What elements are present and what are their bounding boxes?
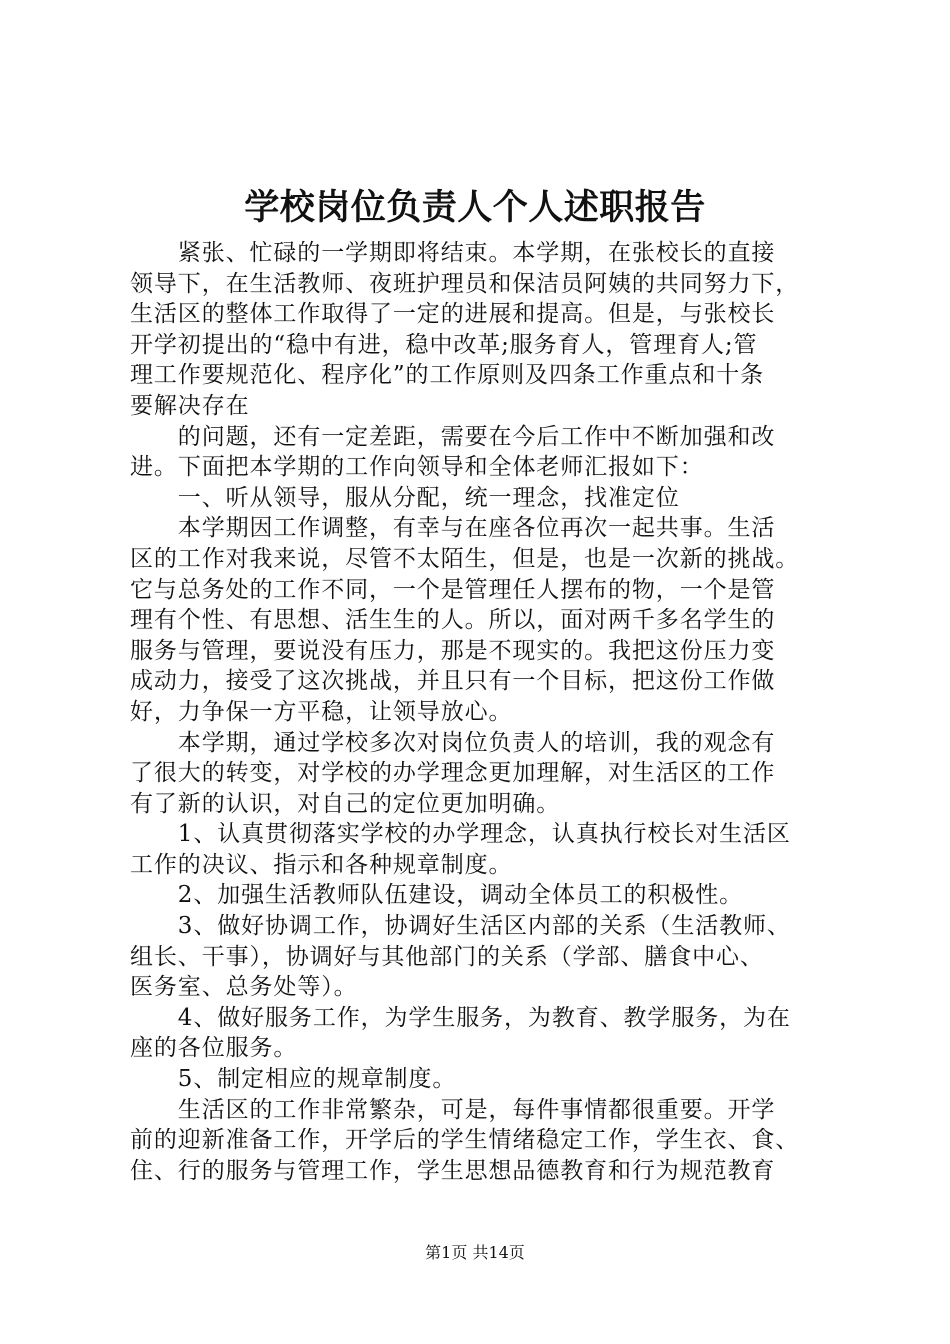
body-line: 座的各位服务。 — [130, 1035, 298, 1062]
body-line: 医务室、总务处等）。 — [130, 974, 358, 1001]
body-line: 本学期因工作调整，有幸与在座各位再次一起共事。生活 — [130, 515, 776, 542]
body-line: 领导下，在生活教师、夜班护理员和保洁员阿姨的共同努力下， — [130, 270, 800, 297]
body-line: 了很大的转变，对学校的办学理念更加理解，对生活区的工作 — [130, 760, 776, 787]
body-line: 进。下面把本学期的工作向领导和全体老师汇报如下： — [130, 454, 704, 481]
document-body — [130, 238, 830, 1186]
body-line: 的问题，还有一定差距，需要在今后工作中不断加强和改 — [130, 423, 776, 450]
body-line: 生活区的工作非常繁杂，可是，每件事情都很重要。开学 — [130, 1096, 776, 1123]
list-item: 1、认真贯彻落实学校的办学理念，认真执行校长对生活区 — [130, 821, 791, 848]
body-line: 组长、干事），协调好与其他部门的关系（学部、膳食中心、 — [130, 943, 764, 970]
body-line: 住、行的服务与管理工作，学生思想品德教育和行为规范教育 — [130, 1157, 776, 1184]
list-item: 4、做好服务工作，为学生服务，为教育、教学服务，为在 — [130, 1004, 791, 1031]
list-item: 2、加强生活教师队伍建设，调动全体员工的积极性。 — [130, 882, 744, 909]
list-item: 5、制定相应的规章制度。 — [130, 1066, 457, 1093]
page-indicator: 第1页 共14页 — [425, 1243, 525, 1262]
body-line: 有了新的认识，对自己的定位更加明确。 — [130, 790, 561, 817]
body-line: 区的工作对我来说，尽管不太陌生，但是，也是一次新的挑战。 — [130, 545, 800, 572]
body-line: 服务与管理，要说没有压力，那是不现实的。我把这份压力变 — [130, 637, 776, 664]
document-title: 学校岗位负责人个人述职报告 — [244, 187, 706, 228]
body-line: 开学初提出的“稳中有进，稳中改革;服务育人，管理育人;管 — [130, 331, 758, 358]
body-line: 工作的决议、指示和各种规章制度。 — [130, 851, 513, 878]
body-line: 要解决存在 — [130, 392, 250, 419]
body-line: 理工作要规范化、程序化”的工作原则及四条工作重点和十条 — [130, 362, 765, 389]
body-line: 它与总务处的工作不同，一个是管理任人摆布的物，一个是管 — [130, 576, 776, 603]
body-line: 本学期，通过学校多次对岗位负责人的培训，我的观念有 — [130, 729, 776, 756]
body-line: 成动力，接受了这次挑战，并且只有一个目标，把这份工作做 — [130, 668, 776, 695]
body-line: 紧张、忙碌的一学期即将结束。本学期，在张校长的直接 — [130, 240, 776, 266]
body-line: 生活区的整体工作取得了一定的进展和提高。但是，与张校长 — [130, 301, 776, 328]
body-line: 好，力争保一方平稳，让领导放心。 — [130, 698, 513, 725]
body-line: 理有个性、有思想、活生生的人。所以，面对两千多名学生的 — [130, 607, 776, 634]
list-item: 3、做好协调工作，协调好生活区内部的关系（生活教师、 — [130, 913, 791, 940]
body-line: 前的迎新准备工作，开学后的学生情绪稳定工作，学生衣、食、 — [130, 1127, 800, 1154]
section-heading: 一、听从领导，服从分配，统一理念，找准定位 — [130, 484, 680, 511]
